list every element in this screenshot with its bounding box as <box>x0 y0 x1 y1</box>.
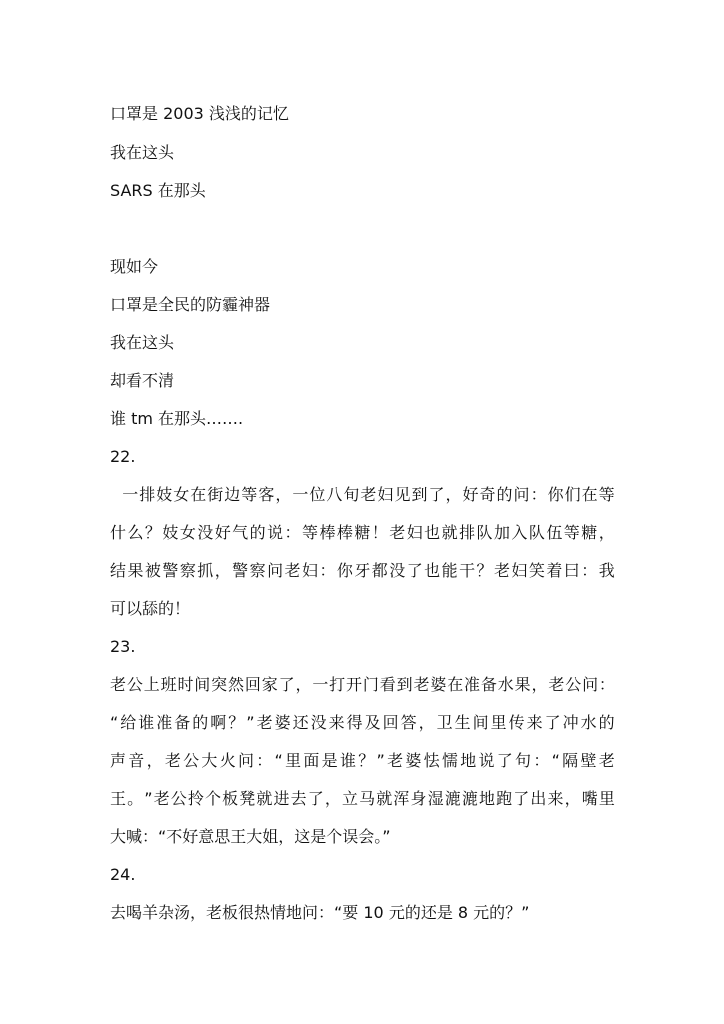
joke-number-22: 22. <box>110 447 136 466</box>
joke-number-24: 24. <box>110 865 136 884</box>
poem-line-2: 我在这头 <box>110 143 175 162</box>
poem-line-3: SARS 在那头 <box>110 181 206 200</box>
poem-line-4: 现如今 <box>110 257 159 276</box>
joke-22-line-2: 什 么 ？ 妓 女 没 好 气 的 说 ： 等 棒 棒 糖 ！ 老 妇 也 就 排 队 加 入 队 伍 等 糖 ， <box>110 523 615 542</box>
joke-23-line-1: 老 公 上 班 时 间 突 然 回 家 了 ， 一 打 开 门 看 到 老 婆 在 准 备 水 果 ， 老 公 问 ： <box>110 675 615 694</box>
poem-line-7: 却看不清 <box>110 371 175 390</box>
poem-line-8: 谁 tm 在那头……. <box>110 409 244 428</box>
joke-22-line-4: 可以舔的！ <box>110 599 191 618</box>
joke-23-line-4: 王 。 ” 老 公 拎 个 板 凳 就 进 去 了 ， 立 马 就 浑 身 湿 漉 漉 地 跑 了 出 来 ， 嘴 里 <box>110 789 615 808</box>
joke-22-line-1: 一 排 妓 女 在 街 边 等 客 ， 一 位 八 旬 老 妇 见 到 了 ， 好 奇 的 问 ： 你 们 在 等 <box>122 485 615 504</box>
joke-number-23: 23. <box>110 637 136 656</box>
poem-line-1: 口罩是 2003 浅浅的记忆 <box>110 104 289 123</box>
joke-23-line-3: 声 音 ， 老 公 大 火 问 ： “ 里 面 是 谁 ？ ” 老 婆 怯 懦 地 说 了 句 ： “ 隔 壁 老 <box>110 751 615 770</box>
joke-23-line-2: “ 给 谁 准 备 的 啊 ？ ” 老 婆 还 没 来 得 及 回 答 ， 卫 生 间 里 传 来 了 冲 水 的 <box>110 713 615 732</box>
poem-line-5: 口罩是全民的防霾神器 <box>110 295 271 314</box>
joke-24-line-1: 去喝羊杂汤，老板很热情地问：“要 10 元的还是 8 元的？” <box>110 903 530 922</box>
poem-line-6: 我在这头 <box>110 333 175 352</box>
joke-22-line-3: 结 果 被 警 察 抓 ， 警 察 问 老 妇 ： 你 牙 都 没 了 也 能 干 ？ 老 妇 笑 着 曰 ： 我 <box>110 561 615 580</box>
joke-23-line-5: 大喊：“不好意思王大姐，这是个误会。” <box>110 827 391 846</box>
